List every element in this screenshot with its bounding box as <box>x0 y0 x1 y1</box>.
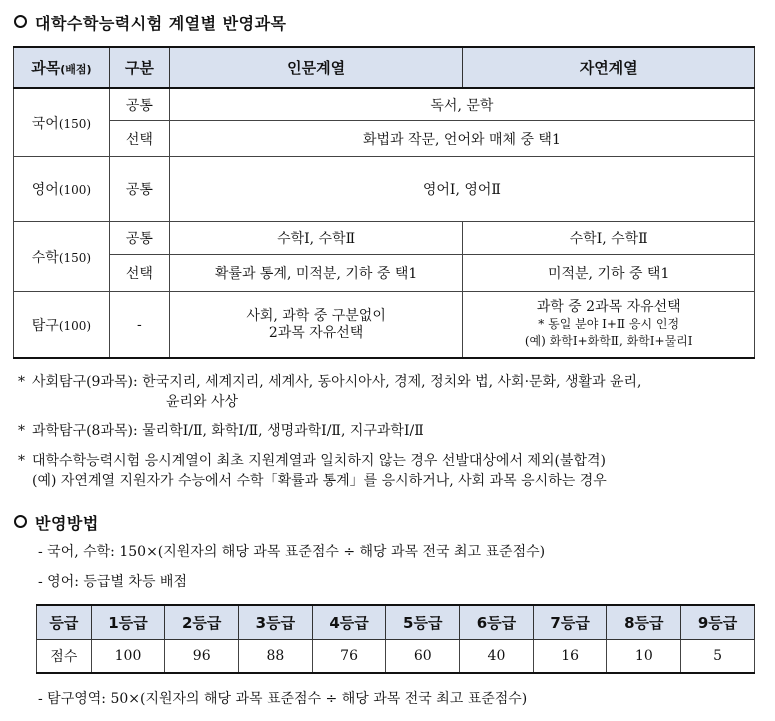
subject-english: 영어(100) <box>14 157 110 222</box>
math-common-science: 수학Ⅰ, 수학Ⅱ <box>463 222 755 255</box>
grade-header-row <box>37 605 755 640</box>
type-cell: 공통 <box>109 157 169 222</box>
method-english: - 영어: 등급별 차등 배점 <box>38 574 187 590</box>
subject-inquiry: 탐구(100) <box>14 292 110 359</box>
type-cell: 공통 <box>109 222 169 255</box>
method-inquiry: - 탐구영역: 50×(지원자의 해당 과목 표준점수 ÷ 해당 과목 전국 최고 표준점수) <box>38 691 528 707</box>
subject-korean: 국어(150) <box>14 88 110 157</box>
grade-cell: 2등급 <box>165 605 239 640</box>
note-science-inquiry: * 과학탐구(8과목): 물리학Ⅰ/Ⅱ, 화학Ⅰ/Ⅱ, 생명과학Ⅰ/Ⅱ, 지구과학Ⅰ/Ⅱ <box>18 423 424 439</box>
score-cell: 40 <box>460 640 534 674</box>
subjects-table <box>13 46 755 359</box>
score-row-label: 점수 <box>37 640 92 674</box>
score-cell: 10 <box>607 640 681 674</box>
math-common-humanities: 수학Ⅰ, 수학Ⅱ <box>169 222 463 255</box>
circle-bullet-icon <box>14 515 27 528</box>
grade-cell: 1등급 <box>91 605 165 640</box>
table-header-row <box>14 47 755 88</box>
inquiry-science: 과학 중 2과목 자유선택 * 동일 분야 Ⅰ+Ⅱ 응시 인정 (예) 화학Ⅰ+화학Ⅱ, 화학Ⅰ+물리Ⅰ <box>463 292 755 359</box>
grade-cell: 8등급 <box>607 605 681 640</box>
method-korean-math: - 국어, 수학: 150×(지원자의 해당 과목 표준점수 ÷ 해당 과목 전국 최고 표준점수) <box>38 544 546 560</box>
section-title-method: 반영방법 <box>14 511 99 534</box>
type-cell: 공통 <box>109 88 169 121</box>
section-title-subjects: 대학수학능력시험 계열별 반영과목 <box>14 11 286 34</box>
header-science: 자연계열 <box>463 47 755 88</box>
score-cell: 88 <box>239 640 313 674</box>
circle-bullet-icon <box>14 15 27 28</box>
math-elective-humanities: 확률과 통계, 미적분, 기하 중 택1 <box>169 255 463 292</box>
grade-cell: 9등급 <box>681 605 755 640</box>
table-row <box>14 222 755 255</box>
type-cell: - <box>109 292 169 359</box>
note-social-inquiry: * 사회탐구(9과목): 한국지리, 세계지리, 세계사, 동아시아사, 경제, 정치와 법, 사회·문화, 생활과 윤리, 윤리와 사상 <box>18 374 642 410</box>
subject-math: 수학(150) <box>14 222 110 292</box>
table-row <box>14 292 755 359</box>
header-type: 구분 <box>109 47 169 88</box>
score-cell: 16 <box>533 640 607 674</box>
korean-common-value: 독서, 문학 <box>169 88 754 121</box>
grade-cell: 7등급 <box>533 605 607 640</box>
korean-elective-value: 화법과 작문, 언어와 매체 중 택1 <box>169 121 754 157</box>
header-subject: 과목(배점) <box>14 47 110 88</box>
table-row <box>14 121 755 157</box>
inquiry-humanities: 사회, 과학 중 구분없이 2과목 자유선택 <box>169 292 463 359</box>
grade-cell: 4등급 <box>312 605 386 640</box>
score-cell: 5 <box>681 640 755 674</box>
type-cell: 선택 <box>109 121 169 157</box>
type-cell: 선택 <box>109 255 169 292</box>
table-row <box>14 255 755 292</box>
table-row <box>14 88 755 121</box>
table-row <box>14 157 755 222</box>
score-cell: 76 <box>312 640 386 674</box>
score-cell: 60 <box>386 640 460 674</box>
score-cell: 96 <box>165 640 239 674</box>
score-cell: 100 <box>91 640 165 674</box>
english-common-value: 영어Ⅰ, 영어Ⅱ <box>169 157 754 222</box>
note-exclusion: * 대학수학능력시험 응시계열이 최초 지원계열과 일치하지 않는 경우 선발대상에서 제외(불합격) (예) 자연계열 지원자가 수능에서 수학「확률과 통계」를 응시하거나, 사회 과목 응시하는 경우 <box>18 453 607 489</box>
grade-cell: 6등급 <box>460 605 534 640</box>
grade-table <box>36 604 755 674</box>
grade-cell: 5등급 <box>386 605 460 640</box>
header-humanities: 인문계열 <box>169 47 463 88</box>
score-row <box>37 640 755 674</box>
grade-header-label: 등급 <box>37 605 92 640</box>
math-elective-science: 미적분, 기하 중 택1 <box>463 255 755 292</box>
grade-cell: 3등급 <box>239 605 313 640</box>
